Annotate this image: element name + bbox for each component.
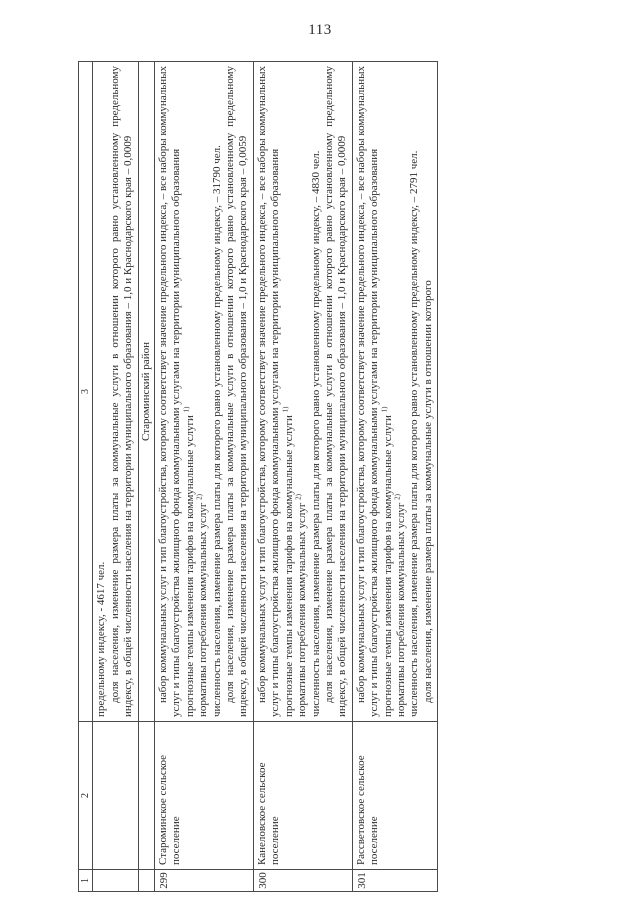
carryover-row	[93, 62, 138, 892]
settlement-name: Канеловское сельское поселение	[253, 722, 352, 870]
population-count: численность населения, изменение размера платы для которого равно установленному предельному индексу, – 4830 чел.	[309, 150, 322, 717]
table-row	[253, 62, 352, 892]
services-set: набор коммунальных услуг и тип благоустройства, которому соответствует значение предельного индекса, – все наборы коммунальных услуг и типы благоустройства жилищного фонда коммунальными услугами на территории муниципального образования	[354, 66, 381, 717]
table-row	[155, 62, 254, 892]
header-row	[79, 62, 93, 892]
tariff-table	[78, 61, 438, 892]
services-set: набор коммунальных услуг и тип благоустройства, которому соответствует значение предельного индекса, – все наборы коммунальных услуг и типы благоустройства жилищного фонда коммунальными услугами на территории муниципального образования	[157, 66, 183, 717]
footnote-mark: 1)	[281, 406, 290, 413]
row-number: 299	[155, 870, 254, 892]
tariff-forecast: прогнозные темпы изменения тарифов на коммунальные услуги $^{1)}$	[379, 406, 394, 717]
carryover-name-cell	[93, 722, 138, 870]
consumption-norms: нормативы потребления коммунальных услуг $^{2)}$	[393, 494, 407, 717]
footnote-mark: 1)	[379, 406, 388, 413]
consumption-norms: нормативы потребления коммунальных услуг $^{2)}$	[294, 494, 309, 717]
population-share: доля населения, изменение размера платы за коммунальные услуги в отношении которого равно установленному предельному индексу, в общей численности населения на территории муниципального образования – 1,0 и Краснодарского края – 0,0059	[224, 66, 250, 717]
page-number: 113	[308, 22, 332, 38]
row-description	[352, 62, 437, 722]
tariff-forecast: прогнозные темпы изменения тарифов на коммунальные услуги $^{1)}$	[281, 406, 295, 717]
rotated-table-sheet	[78, 62, 578, 892]
region-heading: Староминский район	[138, 62, 154, 722]
footnote-mark: 2)	[393, 494, 402, 500]
tariff-forecast: прогнозные темпы изменения тарифов на коммунальные услуги $^{1)}$	[182, 406, 196, 717]
region-name-cell	[138, 722, 154, 870]
footnote-mark: 2)	[195, 494, 204, 500]
header-col-1: 1	[79, 870, 93, 892]
carryover-line: предельному индексу, - 4617 чел.	[95, 561, 108, 717]
header-col-3: 3	[79, 62, 93, 722]
population-share: доля населения, изменение размера платы за коммунальные услуги в отношении которого	[421, 280, 434, 703]
settlement-name: Рассветовское сельское поселение	[352, 722, 437, 870]
row-description	[155, 62, 254, 722]
services-set: набор коммунальных услуг и тип благоустройства, которому соответствует значение предельного индекса, – все наборы коммунальных услуг и типы благоустройства жилищного фонда коммунальными услугами на территории муниципального образования	[255, 66, 282, 717]
population-count: численность населения, изменение размера платы для которого равно установленному предельному индексу, – 2791 чел.	[408, 150, 421, 717]
footnote-mark: 2)	[294, 494, 303, 500]
settlement-name: Староминское сельское поселение	[155, 722, 254, 870]
carryover-text-cell	[93, 62, 138, 722]
row-number: 300	[253, 870, 352, 892]
region-row	[138, 62, 154, 892]
header-col-2: 2	[79, 722, 93, 870]
carryover-num-cell	[93, 870, 138, 892]
footnote-mark: 1)	[182, 406, 191, 413]
row-number: 301	[352, 870, 437, 892]
carryover-share: доля населения, изменение размера платы за коммунальные услуги в отношении которого равно установленному предельному индексу, в общей численности населения на территории муниципального образования – 1,0 и Краснодарского края – 0,0009	[108, 66, 135, 717]
consumption-norms: нормативы потребления коммунальных услуг $^{2)}$	[195, 494, 210, 717]
row-description	[253, 62, 352, 722]
population-share: доля населения, изменение размера платы за коммунальные услуги в отношении которого равно установленному предельному индексу, в общей численности населения на территории муниципального образования – 1,0 и Краснодарского края – 0,0009	[322, 66, 349, 717]
region-num-cell	[138, 870, 154, 892]
population-count: численность населения, изменение размера платы для которого равно установленному предельному индексу, – 31790 чел.	[210, 145, 223, 717]
table-row	[352, 62, 437, 892]
